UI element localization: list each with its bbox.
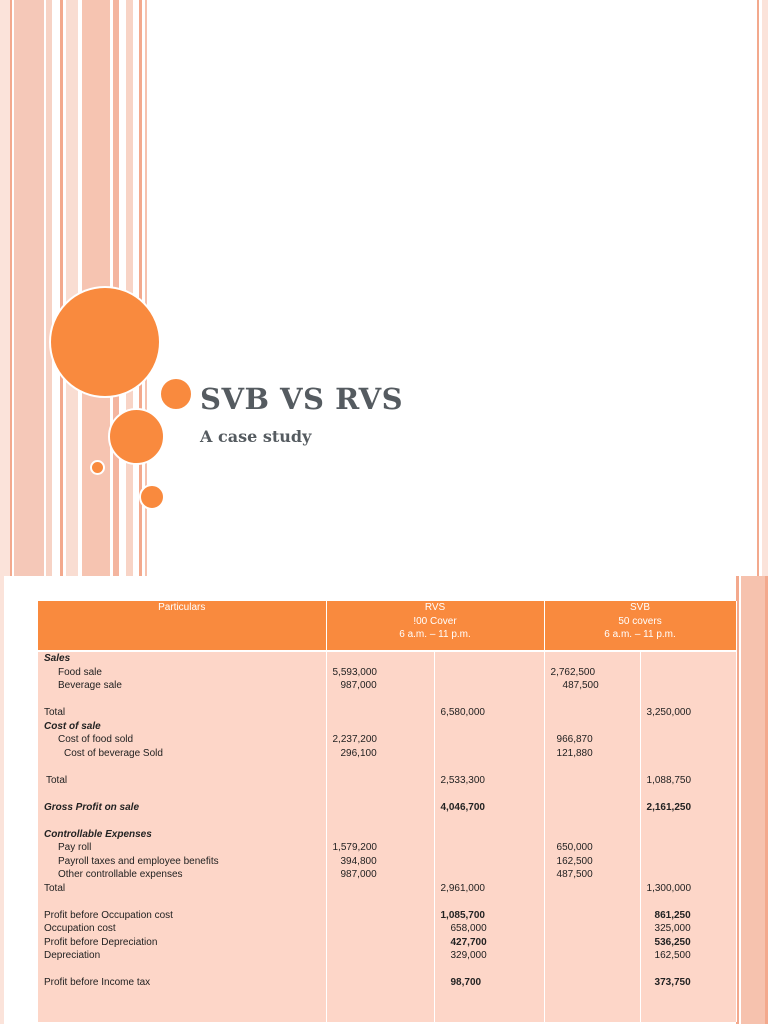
label-food-sale: Food sale <box>58 666 102 678</box>
label-beverage-sale: Beverage sale <box>58 680 122 691</box>
rvs-profit-before-occupation: 1,085,700 <box>440 909 485 921</box>
svb-profit-before-tax: 373,750 <box>654 977 691 988</box>
svb-detail-column <box>544 651 640 1022</box>
rvs-cost-beverage: 296,100 <box>340 747 377 759</box>
svb-pay-roll: 650,000 <box>556 842 593 853</box>
decor-stripe <box>0 0 10 576</box>
decor-stripe <box>757 0 759 576</box>
label-total-sales: Total <box>44 707 66 718</box>
decor-stripe <box>126 0 133 576</box>
decor-stripe <box>10 0 12 576</box>
svb-gross-profit: 2,161,250 <box>646 801 692 813</box>
svb-payroll-taxes: 162,500 <box>556 855 593 867</box>
label-total-cost: Total <box>46 774 68 786</box>
svb-other-controllable: 487,500 <box>556 869 593 880</box>
table-slide <box>0 576 768 1024</box>
table-body-row <box>38 651 736 1022</box>
rvs-occupation-cost: 658,000 <box>450 923 487 934</box>
table-header-row <box>38 601 736 651</box>
slide-subtitle: A case study <box>200 427 312 446</box>
label-cost-beverage: Cost of beverage Sold <box>64 747 163 759</box>
label-occupation-cost: Occupation cost <box>44 923 116 934</box>
rvs-total-cost: 2,533,300 <box>440 774 485 786</box>
rvs-total-controllable: 2,961,000 <box>440 882 485 894</box>
slide-title: SVB VS RVS <box>200 382 404 416</box>
svb-cost-food: 966,870 <box>556 734 593 745</box>
rvs-profit-before-depreciation: 427,700 <box>450 936 487 948</box>
decor-stripe <box>741 576 765 1024</box>
header-particulars: Particulars <box>38 601 326 651</box>
label-profit-before-tax: Profit before Income tax <box>44 977 151 988</box>
label-cost-food: Cost of food sold <box>58 734 134 745</box>
header-svb: SVB 50 covers 6 a.m. – 11 p.m. <box>544 601 736 651</box>
svb-depreciation: 162,500 <box>654 950 691 961</box>
rvs-gross-profit: 4,046,700 <box>440 801 485 813</box>
decor-stripe <box>762 0 768 576</box>
svb-profit-before-depreciation: 536,250 <box>654 936 691 948</box>
svb-total-cost: 1,088,750 <box>646 774 692 786</box>
rvs-total-sales: 6,580,000 <box>440 707 485 718</box>
profit-loss-table <box>38 601 737 1022</box>
decor-stripe <box>66 0 78 576</box>
decor-circle <box>108 408 165 465</box>
label-controllable-expenses: Controllable Expenses <box>44 828 152 840</box>
decor-stripe <box>14 0 44 576</box>
svb-total-controllable: 1,300,000 <box>646 882 692 894</box>
label-cost-of-sale: Cost of sale <box>44 720 101 732</box>
svb-profit-before-occupation: 861,250 <box>654 909 691 921</box>
rvs-payroll-taxes: 394,800 <box>340 855 377 867</box>
decor-stripe <box>60 0 63 576</box>
decor-stripe <box>46 0 52 576</box>
rvs-pay-roll: 1,579,200 <box>332 842 377 853</box>
particulars-column <box>38 651 326 1022</box>
decor-circle-large <box>49 286 161 398</box>
rvs-profit-before-tax: 98,700 <box>450 977 482 988</box>
rvs-total-column <box>434 651 544 1022</box>
svb-total-sales: 3,250,000 <box>646 707 692 718</box>
decor-circle <box>90 460 105 475</box>
svb-occupation-cost: 325,000 <box>654 923 691 934</box>
label-pay-roll: Pay roll <box>58 842 92 853</box>
decor-circle <box>139 484 165 510</box>
svb-beverage-sale: 487,500 <box>562 680 599 691</box>
label-depreciation: Depreciation <box>44 950 101 961</box>
label-profit-before-occupation: Profit before Occupation cost <box>44 909 173 921</box>
label-payroll-taxes: Payroll taxes and employee benefits <box>58 855 219 867</box>
label-profit-before-depreciation: Profit before Depreciation <box>44 936 158 948</box>
decor-stripe <box>0 576 4 1024</box>
rvs-depreciation: 329,000 <box>450 950 487 961</box>
svb-cost-beverage: 121,880 <box>556 747 593 759</box>
label-total-controllable: Total <box>44 882 66 894</box>
rvs-food-sale: 5,593,000 <box>332 666 377 678</box>
rvs-beverage-sale: 987,000 <box>340 680 377 691</box>
rvs-cost-food: 2,237,200 <box>332 734 377 745</box>
rvs-other-controllable: 987,000 <box>340 869 377 880</box>
decor-circle <box>159 377 193 411</box>
svb-total-column <box>640 651 736 1022</box>
label-gross-profit: Gross Profit on sale <box>44 801 140 813</box>
rvs-detail-column <box>326 651 434 1022</box>
label-other-controllable: Other controllable expenses <box>58 869 183 880</box>
label-sales: Sales <box>44 653 71 664</box>
header-rvs: RVS !00 Cover 6 a.m. – 11 p.m. <box>326 601 544 651</box>
svb-food-sale: 2,762,500 <box>550 666 596 678</box>
